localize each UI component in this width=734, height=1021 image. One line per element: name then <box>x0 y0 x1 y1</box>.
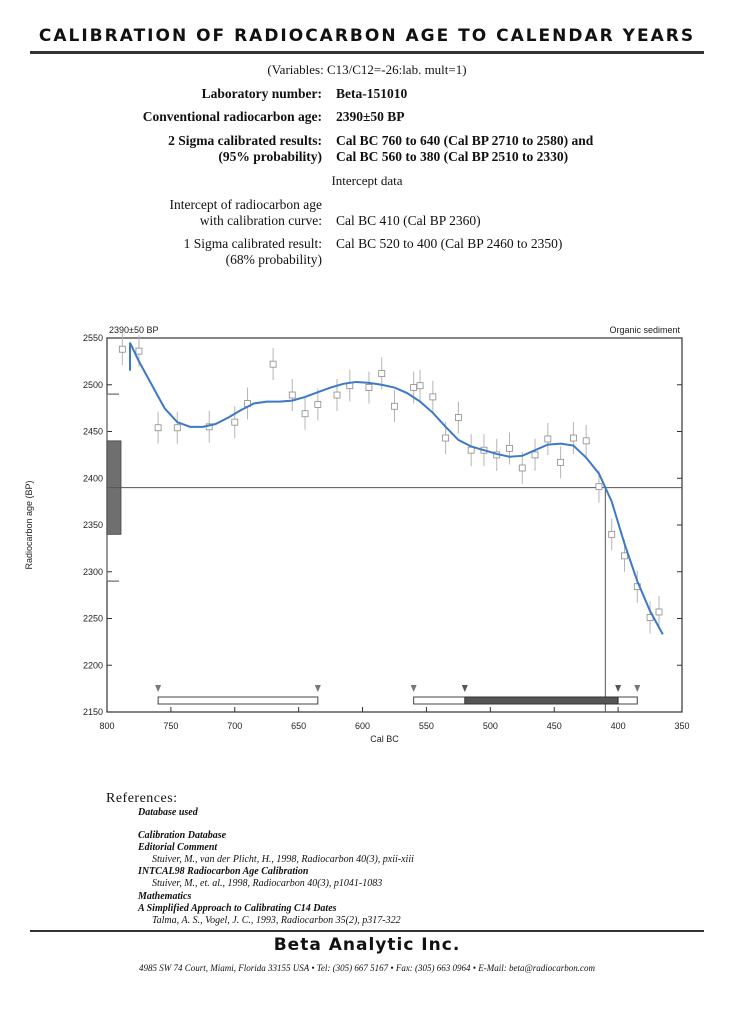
x-tick-label: 500 <box>482 721 498 731</box>
x-tick-label: 550 <box>418 721 434 731</box>
y-tick-label: 2400 <box>82 473 103 484</box>
data-point <box>596 484 602 490</box>
x-tick-label: 450 <box>546 721 562 731</box>
data-point <box>417 383 423 389</box>
data-point <box>656 609 662 615</box>
data-point <box>570 435 576 441</box>
age-value: 2390±50 BP <box>336 109 405 124</box>
reference-heading: INTCAL98 Radiocarbon Age Calibration <box>138 866 309 877</box>
sigma1-probability: (68% probability) <box>225 252 322 267</box>
data-point <box>232 419 238 425</box>
data-point <box>119 346 125 352</box>
y-tick-label: 2150 <box>82 707 103 717</box>
reference-citation: Talma, A. S., Vogel, J. C., 1993, Radiocarbon 35(2), p317-322 <box>152 915 401 926</box>
x-tick-label: 400 <box>610 721 626 731</box>
x-tick-label: 700 <box>227 721 243 731</box>
data-point <box>302 411 308 417</box>
y-tick-label: 2550 <box>82 333 103 343</box>
title-rule <box>30 51 704 54</box>
sigma1-range-bar <box>465 697 618 704</box>
intercept-heading: Intercept data <box>331 173 403 188</box>
footer-rule <box>30 930 704 932</box>
data-point <box>545 436 551 442</box>
reference-heading: A Simplified Approach to Calibrating C14 Dates <box>138 903 337 914</box>
range-marker <box>462 685 468 692</box>
lab-number-value: Beta-151010 <box>336 86 408 101</box>
data-point <box>334 392 340 398</box>
x-axis-label: Cal BC <box>370 734 399 744</box>
data-point <box>315 401 321 407</box>
calibration-curve <box>130 343 663 635</box>
y-tick-label: 2350 <box>82 520 103 530</box>
page-title: CALIBRATION OF RADIOCARBON AGE TO CALENDAR YEARS <box>38 26 696 46</box>
chart-corner-label-left: 2390±50 BP <box>109 325 159 335</box>
data-point <box>583 438 589 444</box>
y-tick-label: 2500 <box>82 379 103 390</box>
y-tick-label: 2250 <box>82 613 103 624</box>
y-tick-label: 2450 <box>82 426 103 437</box>
sigma1-label: 1 Sigma calibrated result: <box>183 236 322 251</box>
data-point <box>507 445 513 451</box>
x-tick-label: 800 <box>99 721 115 731</box>
references-heading: References: <box>106 791 178 806</box>
data-point <box>430 394 436 400</box>
age-label: Conventional radiocarbon age: <box>142 109 322 124</box>
data-point <box>622 553 628 559</box>
intercept-label-2: with calibration curve: <box>199 213 322 228</box>
x-tick-label: 650 <box>291 721 307 731</box>
reference-heading: Calibration Database <box>138 830 227 841</box>
data-point <box>379 371 385 377</box>
range-marker <box>634 685 640 692</box>
chart-corner-label-right: Organic sediment <box>609 325 680 335</box>
data-point <box>366 385 372 391</box>
sigma2-label: 2 Sigma calibrated results: <box>168 133 322 148</box>
intercept-value: Cal BC 410 (Cal BP 2360) <box>336 213 481 228</box>
y-tick-label: 2300 <box>82 566 103 577</box>
data-point <box>289 392 295 398</box>
company-name: Beta Analytic Inc. <box>273 935 461 955</box>
x-tick-label: 750 <box>163 721 179 731</box>
sigma1-value: Cal BC 520 to 400 (Cal BP 2460 to 2350) <box>336 236 563 251</box>
reference-citation: Stuiver, M., van der Plicht, H., 1998, Radiocarbon 40(3), pxii-xiii <box>152 854 414 865</box>
reference-heading: Editorial Comment <box>138 842 218 853</box>
data-point <box>443 435 449 441</box>
data-point <box>609 531 615 537</box>
data-point <box>532 452 538 458</box>
reference-heading: Database used <box>138 807 198 818</box>
data-point <box>136 348 142 354</box>
data-point <box>155 425 161 431</box>
intercept-label-1: Intercept of radiocarbon age <box>169 197 322 212</box>
x-tick-label: 350 <box>674 721 690 731</box>
lab-number-label: Laboratory number: <box>201 86 322 101</box>
data-point <box>519 465 525 471</box>
range-marker <box>315 685 321 692</box>
sigma2-value-2: Cal BC 560 to 380 (Cal BP 2510 to 2330) <box>336 149 569 164</box>
data-point <box>392 403 398 409</box>
range-marker <box>155 685 161 692</box>
data-point <box>558 459 564 465</box>
range-marker <box>411 685 417 692</box>
data-point <box>411 385 417 391</box>
reference-heading: Mathematics <box>138 891 192 902</box>
x-tick-label: 600 <box>355 721 371 731</box>
variables-line: (Variables: C13/C12=-26:lab. mult=1) <box>267 62 467 77</box>
company-address: 4985 SW 74 Court, Miami, Florida 33155 USA • Tel: (305) 667 5167 • Fax: (305) 663 0964 • E-Mail: beta@radiocarbon.com <box>139 963 595 973</box>
reference-citation: Stuiver, M., et. al., 1998, Radiocarbon 40(3), p1041-1083 <box>152 878 383 889</box>
sigma2-probability: (95% probability) <box>218 149 322 164</box>
y-axis-label: Radiocarbon age (BP) <box>24 480 34 570</box>
data-point <box>270 361 276 367</box>
sigma2-value-1: Cal BC 760 to 640 (Cal BP 2710 to 2580) and <box>336 133 594 148</box>
data-point <box>455 414 461 420</box>
y-tick-label: 2200 <box>82 660 103 671</box>
data-point <box>174 425 180 431</box>
calibration-chart <box>0 318 734 758</box>
sigma2-range-bar <box>158 697 318 704</box>
range-marker <box>615 685 621 692</box>
